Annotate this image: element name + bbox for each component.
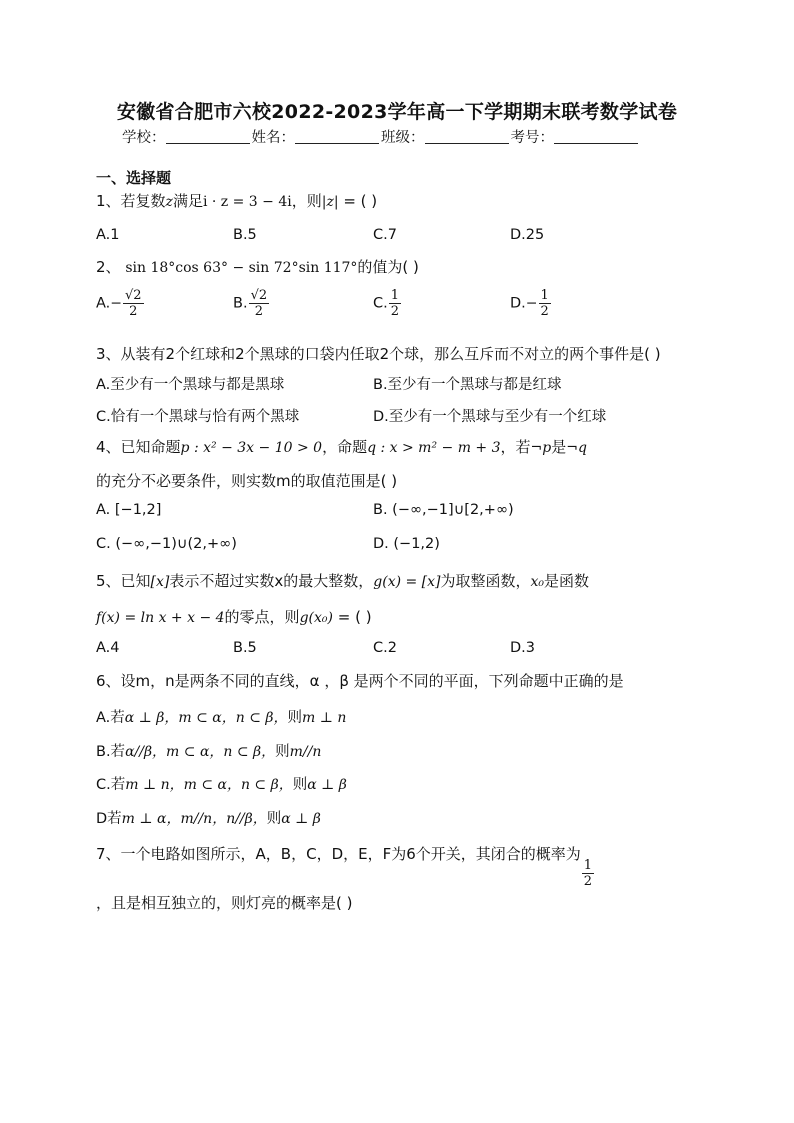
q6-c-result: α ⊥ β [307,777,347,793]
question-6: 6、设m，n是两条不同的直线，α ，β 是两个不同的平面，下列命题中正确的是 [96,672,624,690]
page-title: 安徽省合肥市六校2022-2023学年高一下学期期末联考数学试卷 [116,101,678,123]
q2-c-fraction [389,288,401,319]
q6-a-cond: α ⊥ β，m ⊂ α，n ⊂ β， [124,710,288,726]
q6-option-b[interactable] [96,740,321,761]
q6-b-then: 则 [275,744,290,760]
q7-num: 1 [583,858,593,873]
q5-f-def: f(x) = ln x + x − 4 [96,610,225,626]
q3-option-a[interactable]: A.至少有一个黑球与都是黑球 [96,377,285,393]
class-label: 班级： [381,130,425,146]
q2-c-num: 1 [390,288,400,303]
name-blank[interactable] [295,129,379,144]
q6-c-cond: m ⊥ n，m ⊂ α，n ⊂ β， [125,777,293,793]
q7-line-2: ，且是相互独立的，则灯亮的概率是( ) [96,894,353,912]
q2-b-label: B. [233,295,248,312]
q6-option-d[interactable] [96,807,321,828]
q5-text-e: 的零点，则 [224,608,300,626]
q6-d-then: 则 [266,811,282,827]
q5-option-d[interactable]: D.3 [510,640,535,656]
q6-b-result: m//n [289,744,322,760]
q5-text-f: = ( ) [332,608,372,626]
q7-den: 2 [583,874,593,889]
q1-var: z [165,194,173,210]
school-blank[interactable] [166,129,250,144]
q2-option-b[interactable] [233,288,270,319]
q5-g-def: g(x) = [x] [373,574,441,590]
name-label: 姓名： [251,130,295,146]
q6-option-c[interactable] [96,773,347,794]
question-2 [96,256,419,277]
q5-option-a[interactable]: A.4 [96,640,120,656]
q3-option-c[interactable]: C.恰有一个黑球与恰有两个黑球 [96,409,300,425]
q1-text-c: ，则 [291,192,322,210]
q4-proposition-q: q : x > m² − m + 3 [367,440,501,456]
number-blank[interactable] [554,129,638,144]
q2-a-den: 2 [129,304,138,319]
q4-text-d: 是 [551,438,567,456]
q4-text-b: ，命题 [322,438,368,456]
question-3: 3、从装有2个红球和2个黑球的口袋内任取2个球，那么互斥而不对立的两个事件是( ) [96,345,661,363]
question-7 [96,843,595,889]
q2-d-num: 1 [540,288,549,303]
q6-a-pre: A.若 [96,710,125,726]
q4-option-b[interactable]: B. (−∞,−1]∪[2,+∞) [373,502,514,518]
q1-option-a[interactable]: A.1 [96,227,120,243]
q6-a-result: m ⊥ n [302,710,347,726]
q3-option-d[interactable]: D.至少有一个黑球与至少有一个红球 [373,409,607,425]
q4-not-p: ¬p [530,440,552,456]
q2-b-den: 2 [254,304,263,319]
q5-text-c: 为取整函数， [440,572,531,590]
q1-option-b[interactable]: B.5 [233,227,257,243]
q2-b-num: √2 [250,288,268,303]
q2-option-a[interactable] [96,288,145,319]
q1-text-a: 1、若复数 [96,192,166,210]
section-heading: 一、选择题 [96,169,172,187]
q4-proposition-p: p : x² − 3x − 10 > 0 [180,440,323,456]
q6-d-pre: D若 [96,811,122,827]
q6-c-pre: C.若 [96,777,126,793]
question-1 [96,190,377,211]
q4-not-q: ¬q [566,440,587,456]
q2-text-b: 的值为( ) [357,258,419,276]
q2-a-fraction [123,288,144,319]
q2-c-label: C. [373,295,388,312]
q2-a-sign: − [110,295,123,312]
q6-a-then: 则 [287,710,302,726]
q2-d-label: D. [510,295,526,312]
q2-number: 2、 [96,258,121,276]
q5-text-b: 表示不超过实数x的最大整数， [169,572,374,590]
q6-d-cond: m ⊥ α，m//n，n//β， [121,811,267,827]
q4-option-a[interactable]: A. [−1,2] [96,502,162,518]
q6-b-pre: B.若 [96,744,126,760]
q7-text-a: 7、一个电路如图所示，A，B，C，D，E，F为6个开关，其闭合的概率为 [96,845,581,863]
question-5 [96,570,589,591]
q6-option-a[interactable] [96,706,346,727]
q7-fraction [582,858,594,889]
q3-option-b[interactable]: B.至少有一个黑球与都是红球 [373,377,562,393]
q5-option-b[interactable]: B.5 [233,640,257,656]
q4-text-a: 4、已知命题 [96,438,181,456]
q2-d-sign: − [525,295,538,312]
q5-g-x0: g(x₀) [299,610,333,626]
q1-equation: i · z = 3 − 4i [202,194,292,210]
q4-option-c[interactable]: C. (−∞,−1)∪(2,+∞) [96,536,237,552]
q4-text-c: ，若 [500,438,531,456]
q5-option-c[interactable]: C.2 [373,640,397,656]
q2-c-den: 2 [390,304,400,319]
q2-expression: sin 18°cos 63° − sin 72°sin 117° [125,260,358,276]
student-info [122,126,640,147]
q1-abs: |z| [321,194,339,210]
q6-c-then: 则 [292,777,308,793]
q1-text-d: = ( ) [338,192,378,210]
q2-d-fraction [539,288,551,319]
question-4 [96,436,587,457]
q2-a-num: √2 [125,288,142,303]
q1-option-c[interactable]: C.7 [373,227,397,243]
q6-d-result: α ⊥ β [281,811,321,827]
q5-floor: [x] [150,574,170,590]
q5-line-2 [96,606,372,627]
school-label: 学校： [122,130,166,146]
q4-line-2: 的充分不必要条件，则实数m的取值范围是( ) [96,472,398,490]
q1-option-d[interactable]: D.25 [510,227,545,243]
q2-a-label: A. [96,295,111,312]
q2-option-c[interactable] [373,288,402,319]
q5-text-d: 是函数 [544,572,590,590]
q1-text-b: 满足 [172,192,203,210]
class-blank[interactable] [425,129,509,144]
q2-b-fraction [249,288,270,319]
q2-d-den: 2 [540,304,549,319]
q6-b-cond: α//β，m ⊂ α，n ⊂ β， [125,744,276,760]
q2-option-d[interactable] [510,288,552,319]
q5-x0: x₀ [530,574,545,590]
number-label: 考号： [510,130,554,146]
q5-text-a: 5、已知 [96,572,151,590]
q4-option-d[interactable]: D. (−1,2) [373,536,440,552]
